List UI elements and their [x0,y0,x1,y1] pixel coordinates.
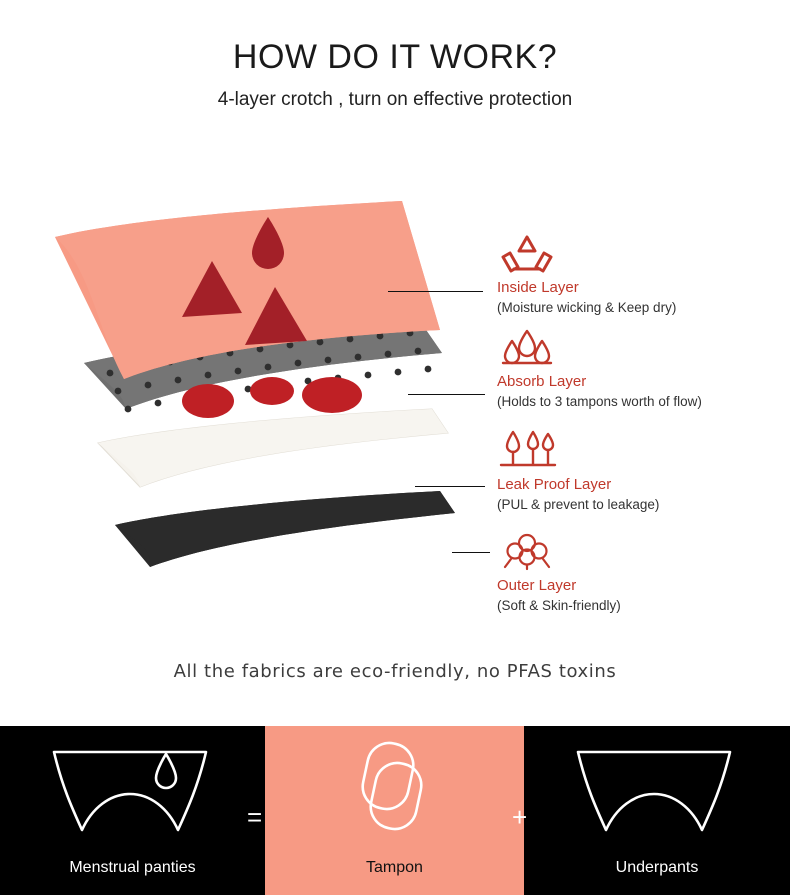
cotton-flower-icon [497,529,557,573]
leader-line-outer [452,552,490,553]
callout-outer-layer [497,577,787,614]
leader-line-leak [415,486,485,487]
operator-equals: = [247,802,263,832]
underpants-icon [524,732,790,844]
page-subtitle: 4-layer crotch , turn on effective protection [217,89,573,110]
comparison-cell-underpants [524,726,790,895]
comparison-cell-menstrual-panties [0,726,265,895]
callout-subtitle-absorb: (Holds to 3 tampons worth of flow) [497,394,702,409]
comparison-label-menstrual-panties: Menstrual panties [69,859,196,876]
layer-stack-illustration [40,195,480,595]
callout-title-absorb: Absorb Layer [497,373,587,390]
operator-plus: + [512,802,528,832]
comparison-label-underpants: Underpants [615,859,699,876]
comparison-band [0,726,790,895]
callout-absorb-layer [497,373,787,410]
callout-subtitle-outer: (Soft & Skin-friendly) [497,598,621,613]
eco-note: All the fabrics are eco-friendly, no PFAS toxins [173,661,617,682]
callout-subtitle-leak: (PUL & prevent to leakage) [497,497,660,512]
recycle-icon [497,231,557,275]
panties-icon [0,732,265,844]
callout-subtitle-inside: (Moisture wicking & Keep dry) [497,300,677,315]
callout-title-inside: Inside Layer [497,279,579,296]
leak-proof-icon [497,428,557,472]
comparison-cell-tampon [265,726,524,895]
callout-leakproof-layer [497,476,787,513]
page-title: HOW DO IT WORK? [232,38,558,76]
leader-line-absorb [408,394,485,395]
tampon-pad-icon [265,732,524,844]
layer-leakproof-shape [98,409,448,487]
callout-title-leak: Leak Proof Layer [497,476,612,493]
absorb-drops-icon [497,325,557,369]
callout-title-outer: Outer Layer [497,577,577,594]
layer-outer-shape [115,491,455,567]
callout-inside-layer [497,279,787,316]
comparison-label-tampon: Tampon [366,859,423,876]
leader-line-inside [388,291,483,292]
